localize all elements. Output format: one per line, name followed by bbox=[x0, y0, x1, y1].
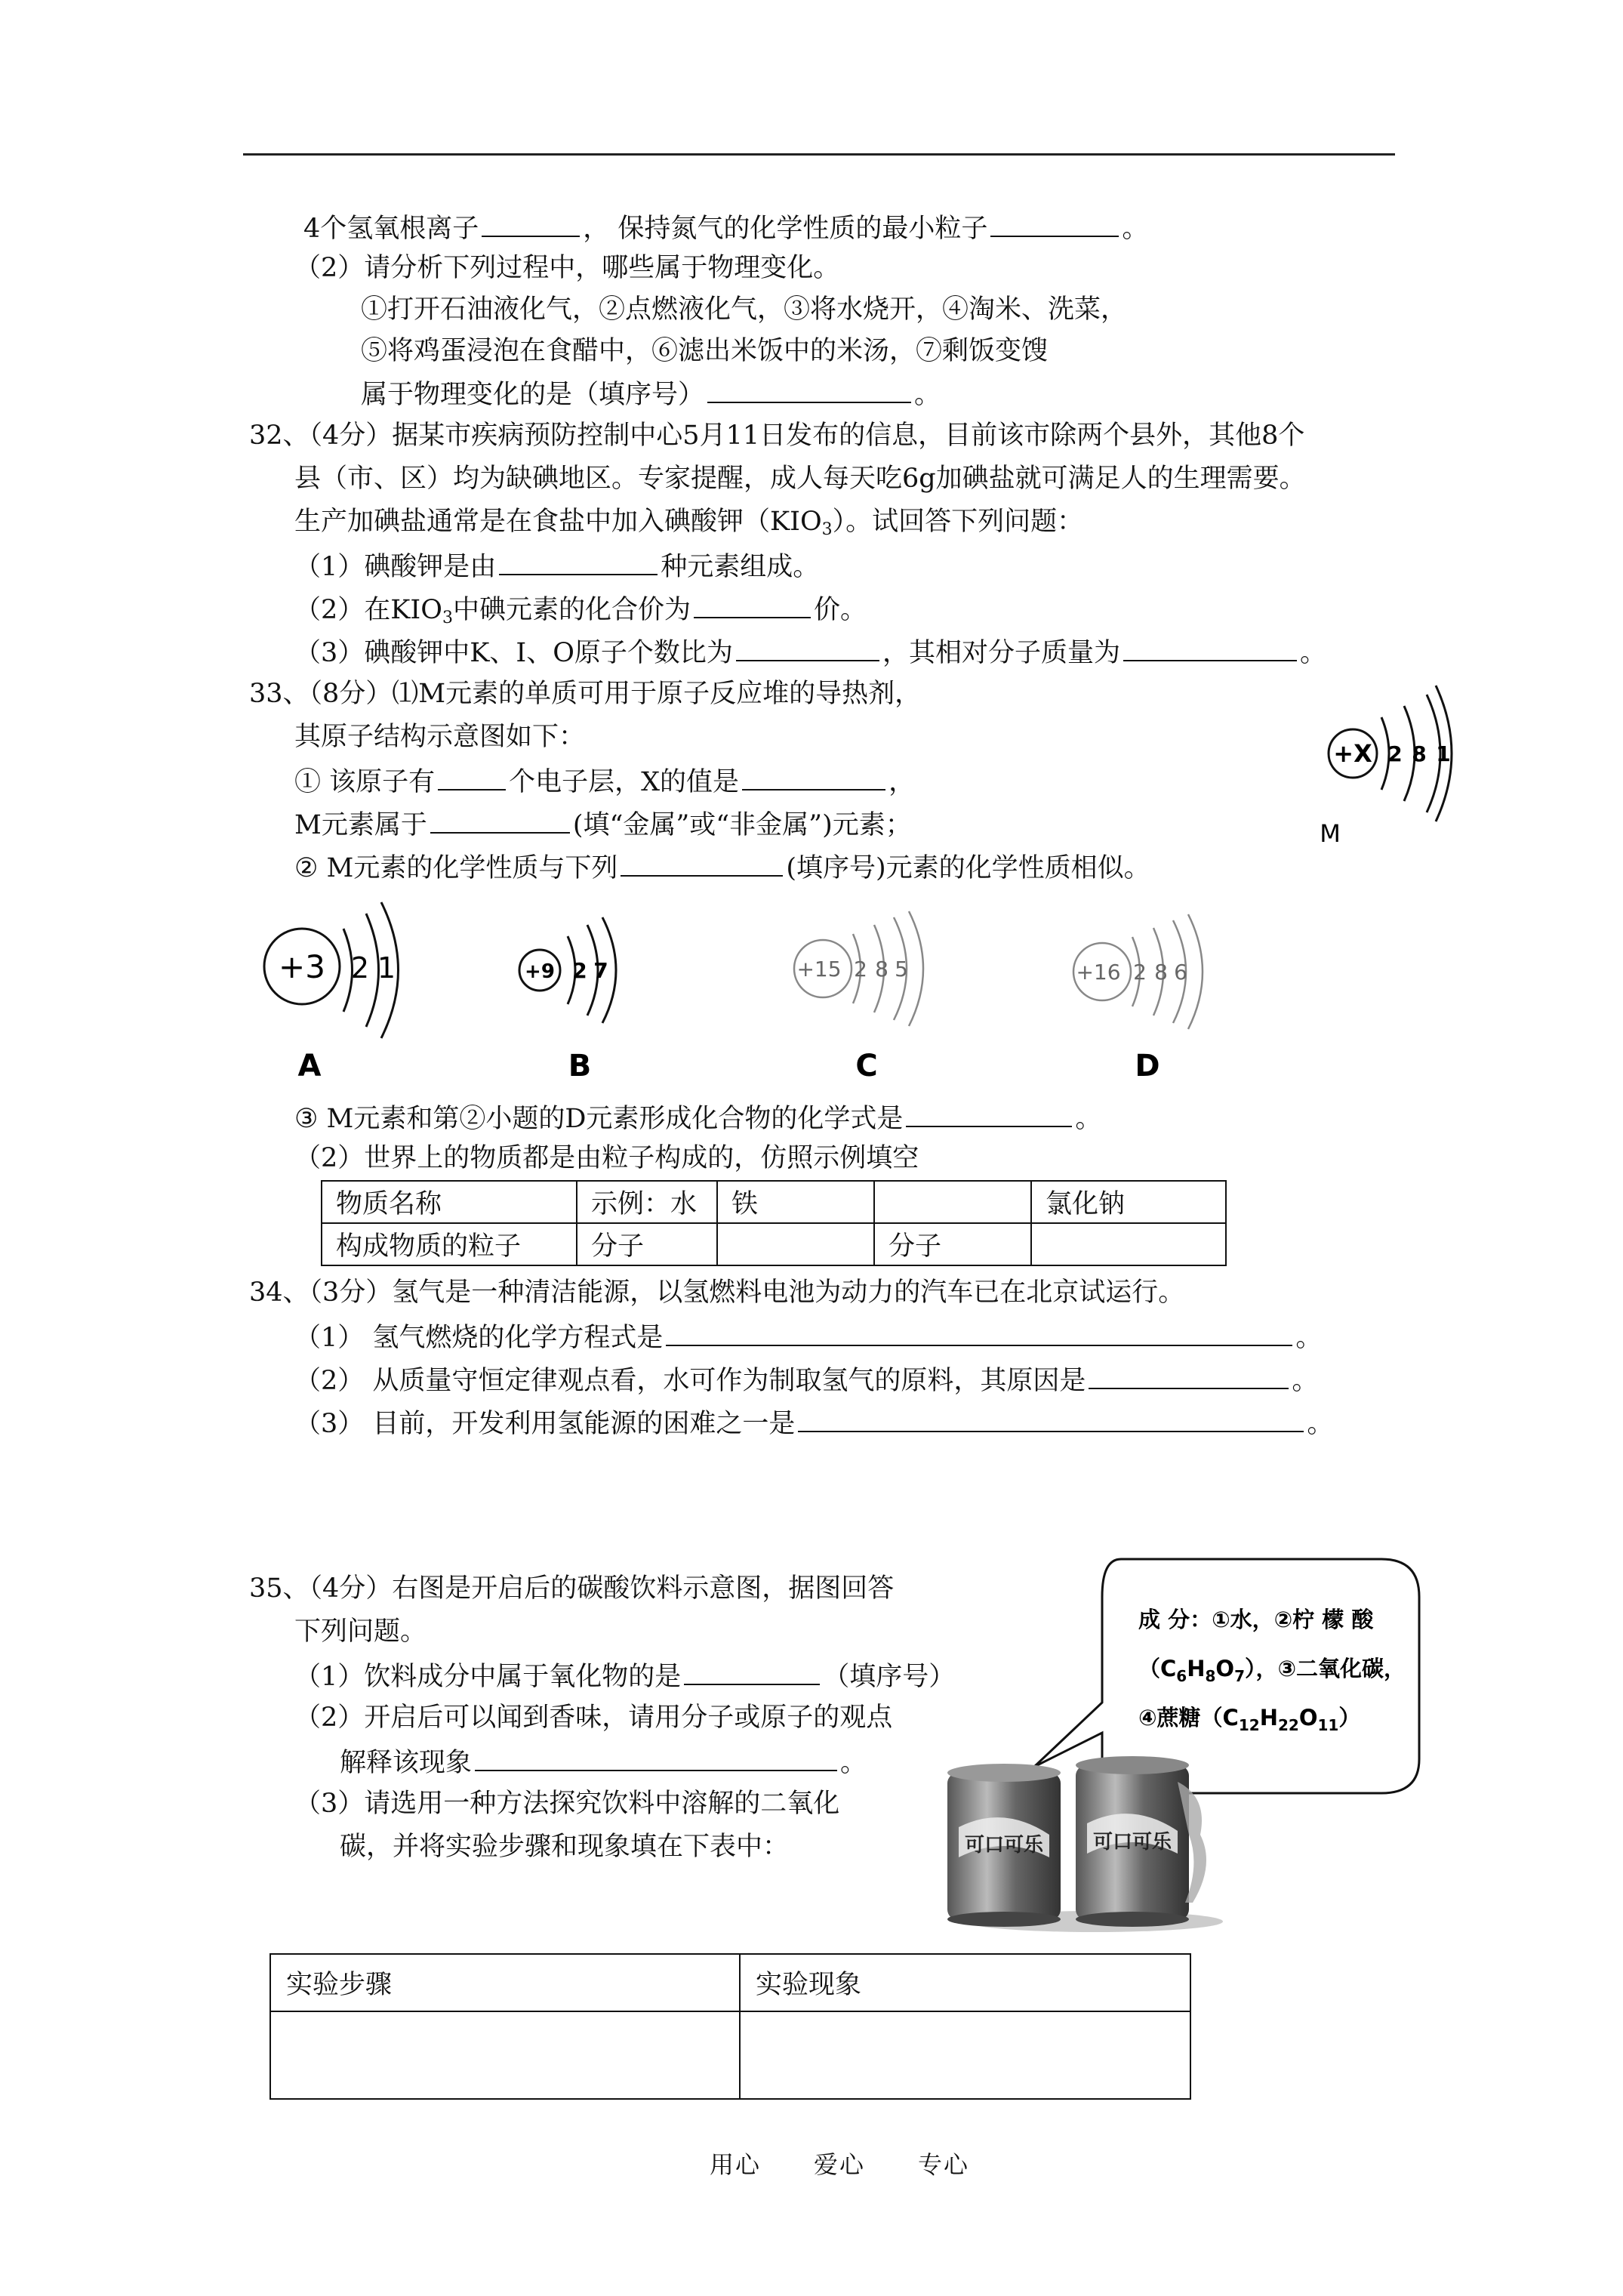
cola-cans-illustration bbox=[936, 1752, 1238, 1933]
atom-d-shell-1: 2 bbox=[1133, 960, 1147, 985]
q31-answer: 属于物理变化的是（填序号） 。 bbox=[361, 376, 941, 411]
q31-line1: 4个氢氧根离子 ， 保持氮气的化学性质的最小粒子 。 bbox=[303, 210, 1148, 245]
bubble-text-2: $(C_6H_8O_7)$，③二氧化碳， bbox=[1138, 1656, 1406, 1685]
q32-2: （2）在$KIO_3$中碘元素的化合价为 价。 bbox=[294, 591, 867, 635]
q35-3b: 碳，并将实验步骤和现象填在下表中： bbox=[340, 1832, 790, 1862]
q32-stem-1: 32、（4分）据某市疾病预防控制中心5月11日发布的信息，目前该市除两个县外，其他8个 bbox=[249, 421, 1305, 451]
table-header-step: 实验步骤 bbox=[270, 1954, 740, 2011]
atom-c-shell-3: 5 bbox=[895, 957, 908, 982]
q31-2: （2）请分析下列过程中，哪些属于物理变化。 bbox=[294, 253, 840, 283]
q33-1a: ① 该原子有 个电子层，X的值是 ， bbox=[294, 763, 915, 799]
atom-a-nucleus: +3 bbox=[279, 948, 325, 985]
experiment-table bbox=[269, 1953, 1191, 2100]
atom-b-shell-2: 7 bbox=[593, 958, 608, 983]
atoms-abcd-diagram bbox=[242, 887, 1223, 1091]
q35-2b: 解释该现象 。 bbox=[340, 1744, 867, 1780]
q33-stem-2: 其原子结构示意图如下： bbox=[294, 722, 586, 752]
footer-item: 爱心 bbox=[814, 2150, 866, 2179]
atom-m-shell-label-2: 8 bbox=[1412, 741, 1427, 766]
atom-a-label: A bbox=[297, 1049, 322, 1083]
table-cell: 分子 bbox=[874, 1223, 1031, 1265]
table-cell: 铁 bbox=[717, 1181, 874, 1223]
q32-stem-2: 县（市、区）均为缺碘地区。专家提醒，成人每天吃6g加碘盐就可满足人的生理需要。 bbox=[294, 464, 1306, 494]
table-cell: 分子 bbox=[577, 1223, 717, 1265]
q35-1: （1）饮料成分中属于氧化物的是 （填序号） bbox=[294, 1658, 955, 1693]
table-cell bbox=[740, 2011, 1190, 2099]
atom-m-diagram bbox=[1306, 672, 1472, 853]
q35-stem-1: 35、（4分）右图是开启后的碳酸饮料示意图，据图回答 bbox=[249, 1573, 895, 1604]
bubble-text-3: ④蔗糖$(C_{12}H_{22}O_{11})$ bbox=[1138, 1705, 1361, 1734]
q33-3: ③ M元素和第②小题的D元素形成化合物的化学式是 。 bbox=[294, 1100, 1101, 1136]
q35-3: （3）请选用一种方法探究饮料中溶解的二氧化 bbox=[294, 1789, 840, 1819]
table-cell: 构成物质的粒子 bbox=[322, 1223, 577, 1265]
atom-d-label: D bbox=[1135, 1049, 1160, 1083]
q34-3: （3） 目前，开发利用氢能源的困难之一是 。 bbox=[294, 1405, 1333, 1441]
footer-item: 用心 bbox=[710, 2150, 762, 2179]
q31-process-2: ⑤将鸡蛋浸泡在食醋中，⑥滤出米饭中的米汤，⑦剩饭变馊 bbox=[361, 336, 1049, 366]
table-cell bbox=[270, 2011, 740, 2099]
atom-b-shell-1: 2 bbox=[572, 958, 587, 983]
atom-b-label: B bbox=[568, 1049, 592, 1083]
q32-1: （1）碘酸钾是由 种元素组成。 bbox=[294, 548, 819, 584]
table-row bbox=[322, 1223, 1226, 1265]
q32-stem-3: 生产加碘盐通常是在食盐中加入碘酸钾$(KIO_3)$。试回答下列问题： bbox=[294, 507, 1084, 539]
atom-a-shell-1: 2 bbox=[350, 951, 370, 985]
header-rule bbox=[243, 153, 1395, 156]
atom-c-nucleus: +15 bbox=[796, 957, 842, 982]
table-header-phenomenon: 实验现象 bbox=[740, 1954, 1190, 2011]
table-cell: 示例：水 bbox=[577, 1181, 717, 1223]
q33-2: ② M元素的化学性质与下列 (填序号)元素的化学性质相似。 bbox=[294, 849, 1150, 885]
atom-m-shell-label-1: 2 bbox=[1387, 741, 1403, 766]
q33-stem-1: 33、（8分）⑴M元素的单质可用于原子反应堆的导热剂， bbox=[249, 679, 922, 709]
q33-1b: M元素属于 (填“金属”或“非金属”)元素； bbox=[294, 806, 912, 842]
atom-c-label: C bbox=[855, 1049, 878, 1083]
table-row bbox=[270, 1954, 1190, 2011]
table-cell bbox=[717, 1223, 874, 1265]
q33-part2: （2）世界上的物质都是由粒子构成的，仿照示例填空 bbox=[294, 1143, 919, 1173]
atom-m-shell-label-3: 1 bbox=[1436, 741, 1451, 766]
particle-table bbox=[321, 1180, 1227, 1266]
table-row bbox=[270, 2011, 1190, 2099]
atom-a-shell-2: 1 bbox=[377, 951, 396, 985]
table-cell: 氯化钠 bbox=[1031, 1181, 1226, 1223]
bubble-text-1: 成 分：①水，②柠 檬 酸 bbox=[1138, 1607, 1374, 1632]
atom-d-nucleus: +16 bbox=[1076, 960, 1121, 985]
atom-b-nucleus: +9 bbox=[525, 960, 555, 983]
atom-m-label: M bbox=[1320, 819, 1341, 848]
q31-process-1: ①打开石油液化气，②点燃液化气，③将水烧开，④淘米、洗菜， bbox=[361, 294, 1128, 325]
q35-2: （2）开启后可以闻到香味，请用分子或原子的观点 bbox=[294, 1703, 893, 1733]
atom-c-shell-2: 8 bbox=[875, 957, 888, 982]
table-cell bbox=[1031, 1223, 1226, 1265]
q34-2: （2） 从质量守恒定律观点看，水可作为制取氢气的原料，其原因是 。 bbox=[294, 1362, 1318, 1398]
can-left-label: 可口可乐 bbox=[964, 1834, 1044, 1857]
atom-m-nucleus: +X bbox=[1333, 739, 1372, 768]
table-row bbox=[322, 1181, 1226, 1223]
footer bbox=[710, 2146, 1022, 2180]
q32-3: （3）碘酸钾中K、I、O原子个数比为 ，其相对分子质量为 。 bbox=[294, 634, 1326, 670]
table-cell bbox=[874, 1181, 1031, 1223]
atom-d-shell-3: 6 bbox=[1174, 960, 1187, 985]
q34-1: （1） 氢气燃烧的化学方程式是 。 bbox=[294, 1319, 1322, 1354]
can-right-label: 可口可乐 bbox=[1092, 1831, 1172, 1854]
atom-c-shell-1: 2 bbox=[854, 957, 867, 982]
footer-item: 专心 bbox=[918, 2150, 970, 2179]
table-cell: 物质名称 bbox=[322, 1181, 577, 1223]
q34-stem: 34、（3分）氢气是一种清洁能源，以氢燃料电池为动力的汽车已在北京试运行。 bbox=[249, 1277, 1185, 1308]
atom-d-shell-2: 8 bbox=[1154, 960, 1168, 985]
q35-stem-2: 下列问题。 bbox=[294, 1616, 427, 1647]
